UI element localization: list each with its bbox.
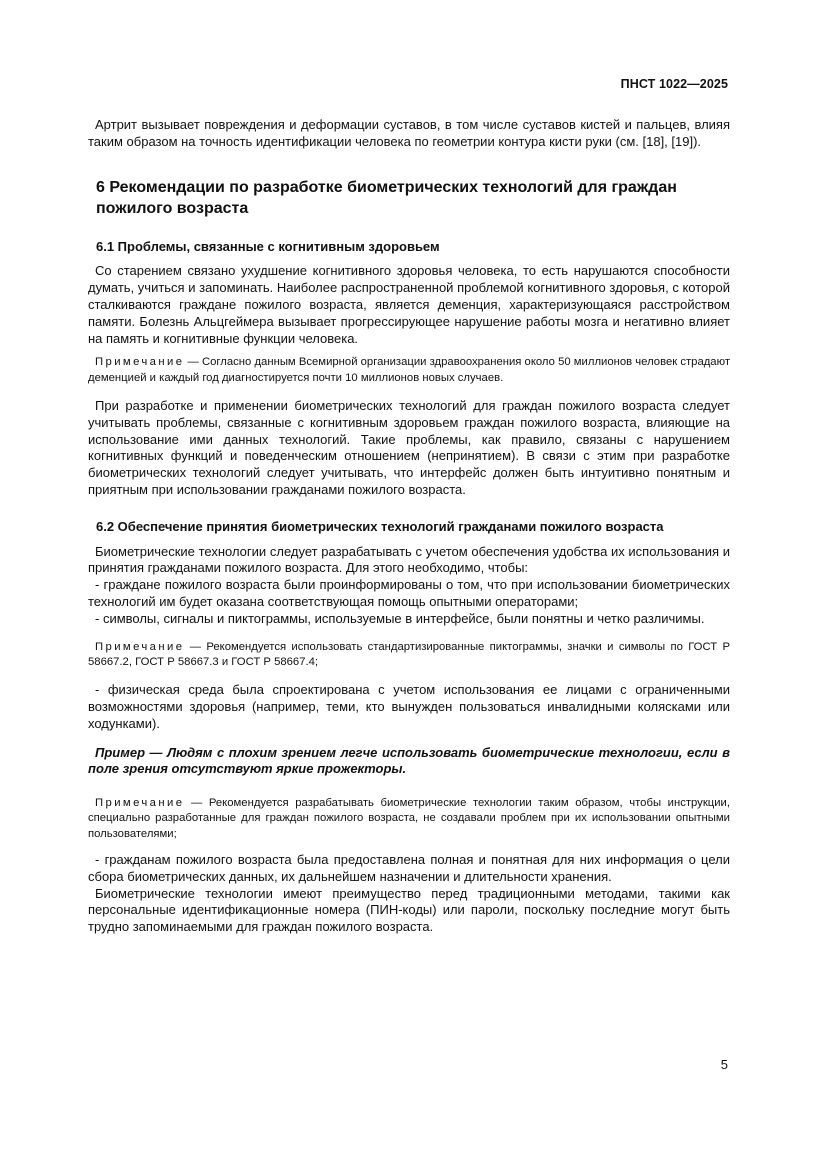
document-code: ПНСТ 1022—2025: [620, 77, 728, 91]
section-6-2-title: 6.2 Обеспечение принятия биометрических технологий гражданами пожилого возраста: [96, 518, 664, 534]
intro-paragraph: Артрит вызывает повреждения и деформации суставов, в том числе суставов кистей и пальцев, влияя таким образом на точность идентификации человека по геометрии контура кисти руки (см. [18], [19]).: [88, 117, 730, 149]
section-6-2-final-paragraph: Биометрические технологии имеют преимущество перед традиционными методами, такими как персональные идентификационные номера (ПИН-коды) или пароли, поскольку последние могут быть трудно запоминаемыми для граждан пожилого возраста.: [88, 885, 730, 935]
section-6-title: 6 Рекомендации по разработке биометрических технологий для граждан пожилого возраста: [96, 178, 677, 217]
section-6-2-note-2: [88, 796, 730, 842]
section-6-2-note-1: [88, 640, 730, 671]
note-label: Примечание: [95, 797, 185, 810]
list-item-4: - гражданам пожилого возраста была предоставлена полная и понятная для них информация о цели сбора биометрических данных, их дальнейшем назначении и длительности хранения.: [88, 852, 730, 884]
page-body: [88, 117, 730, 936]
list-item-2: - символы, сигналы и пиктограммы, используемые в интерфейсе, были понятны и четко различимы.: [95, 610, 705, 626]
note-label: Примечание: [95, 640, 185, 653]
note-text: — Согласно данным Всемирной организации здравоохранения около 50 миллионов человек страдают деменцией и каждый год диагностируется почти 10 миллионов новых случаев.: [88, 356, 730, 384]
note-text: — Рекомендуется разрабатывать биометрические технологии таким образом, чтобы инструкции, специально разработанные для граждан пожилого возраста, не создавали проблем при их использовании опытными пользователями;: [88, 797, 730, 840]
list-item-3: - физическая среда была спроектирована с учетом использования ее лицами с ограниченными возможностями здоровья (например, теми, кто вынужден пользоваться инвалидными колясками или ходунками).: [88, 682, 730, 731]
section-6-1-paragraph-1: Со старением связано ухудшение когнитивного здоровья человека, то есть нарушаются способности думать, учиться и запоминать. Наиболее распространенной проблемой когнитивного здоровья, с которой сталкиваются граждане пожилого возраста, является деменция, характеризующаяся расстройством памяти. Болезнь Альцгеймера вызывает прогрессирующее нарушение работы мозга и негативно влияет на память и когнитивные функции человека.: [88, 263, 730, 346]
note-text: — Рекомендуется использовать стандартизированные пиктограммы, значки и символы по ГОСТ Р 58667.2, ГОСТ Р 58667.3 и ГОСТ Р 58667.4;: [88, 640, 730, 668]
section-6-1-title: 6.1 Проблемы, связанные с когнитивным здоровьем: [96, 238, 440, 254]
note-label: Примечание: [95, 356, 185, 369]
example-text: Пример — Людям с плохим зрением легче использовать биометрические технологии, если в поле зрения отсутствуют яркие прожекторы.: [88, 744, 730, 777]
section-6-1-paragraph-2: При разработке и применении биометрических технологий для граждан пожилого возраста следует учитывать проблемы, связанные с когнитивным здоровьем граждан пожилого возраста, влияющие на использование ими данных технологий. Такие проблемы, как правило, связаны с нарушением когнитивных функций и поведенческим отношением (непринятием). В связи с этим при разработке биометрических технологий следует учитывать, что интерфейс должен быть интуитивно понятным и приятным при использовании гражданами пожилого возраста.: [88, 397, 730, 497]
page-number: 5: [720, 1057, 728, 1072]
list-item-1: - граждане пожилого возраста были проинформированы о том, что при использовании биометрических технологий им будет оказана соответствующая помощь опытными операторами;: [88, 577, 730, 609]
section-6-1-note: [88, 355, 730, 386]
section-6-2-paragraph-1: Биометрические технологии следует разрабатывать с учетом обеспечения удобства их использования и принятия гражданами пожилого возраста. Для этого необходимо, чтобы:: [88, 543, 730, 576]
